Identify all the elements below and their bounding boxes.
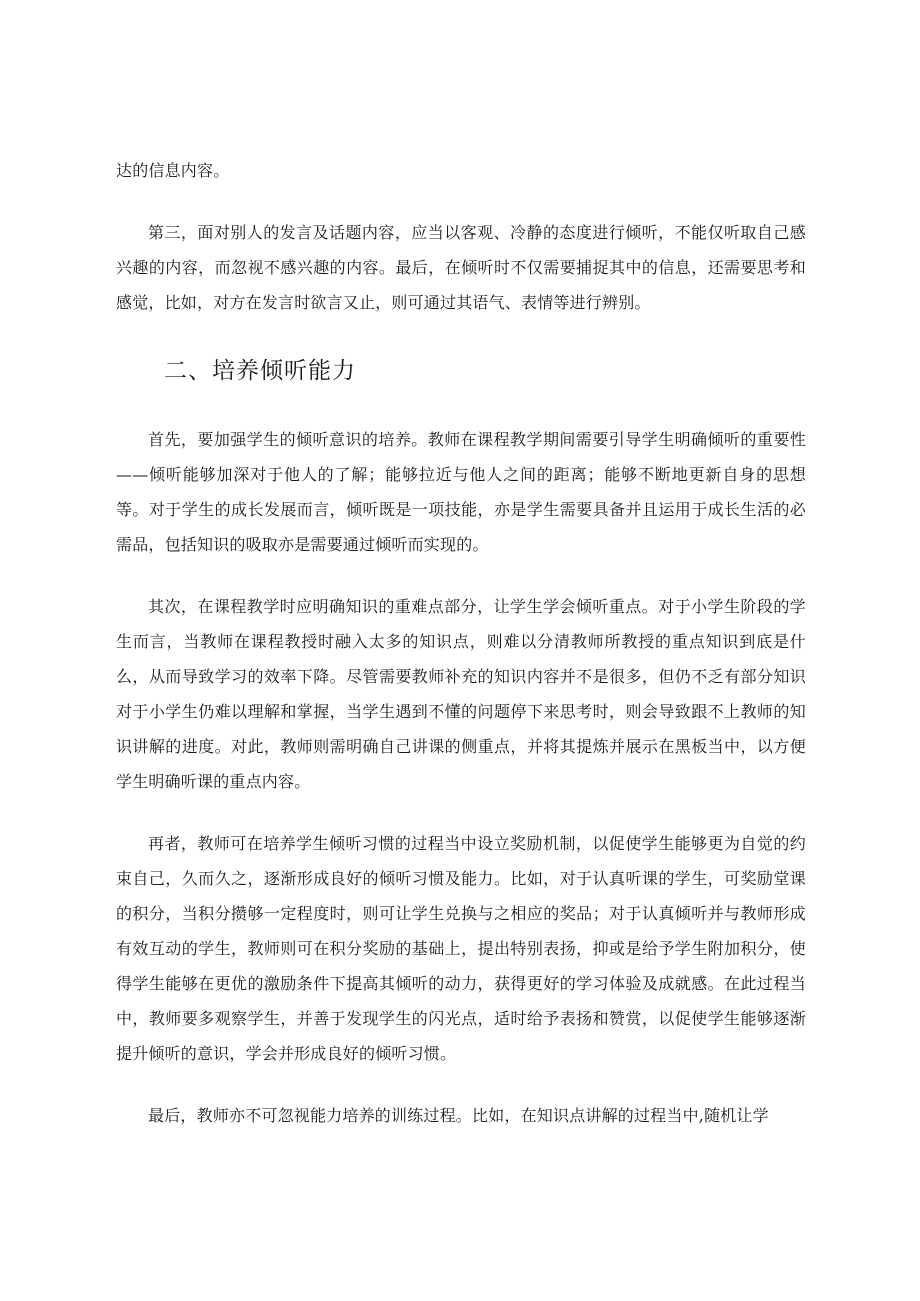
paragraph-third: 再者，教师可在培养学生倾听习惯的过程当中设立奖励机制，以促使学生能够更为自觉的约束自己，久而久之，逐渐形成良好的倾听习惯及能力。比如，对于认真听课的学生，可奖励堂课的积分，当积分攒够一定程度时，则可让学生兑换与之相应的奖品；对于认真倾听并与教师形成有效互动的学生，教师则可在积分奖励的基础上，提出特别表扬，抑或是给予学生附加积分，使得学生能够在更优的激励条件下提高其倾听的动力，获得更好的学习体验及成就感。在此过程当中，教师要多观察学生，并善于发现学生的闪光点，适时给予表扬和赞赏，以促使学生能够逐渐提升倾听的意识，学会并形成良好的倾听习惯。 bbox=[116, 834, 806, 1063]
paragraph-second: 其次，在课程教学时应明确知识的重难点部分，让学生学会倾听重点。对于小学生阶段的学生而言，当教师在课程教授时融入太多的知识点，则难以分清教师所教授的重点知识到底是什么，从而导致学习的效率下降。尽管需要教师补充的知识内容并不是很多，但仍不乏有部分知识对于小学生仍难以理解和掌握，当学生遇到不懂的问题停下来思考时，则会导致跟不上教师的知识讲解的进度。对此，教师则需明确自己讲课的侧重点，并将其提炼并展示在黑板当中，以方便学生明确听课的重点内容。 bbox=[116, 597, 806, 791]
paragraph-continuation: 达的信息内容。 bbox=[116, 161, 230, 180]
paragraph-first: 首先，要加强学生的倾听意识的培养。教师在课程教学期间需要引导学生明确倾听的重要性——倾听能够加深对于他人的了解；能够拉近与他人之间的距离；能够不断地更新自身的思想等。对于学生的成长发展而言，倾听既是一项技能，亦是学生需要具备并且运用于成长生活的必需品，包括知识的吸取亦是需要通过倾听而实现的。 bbox=[116, 430, 806, 554]
section-heading: 二、培养倾听能力 bbox=[164, 358, 356, 384]
document-page bbox=[116, 153, 806, 1160]
paragraph-last: 最后，教师亦不可忽视能力培养的训练过程。比如，在知识点讲解的过程当中,随机让学 bbox=[148, 1106, 769, 1125]
paragraph-third-point: 第三，面对别人的发言及话题内容，应当以客观、冷静的态度进行倾听，不能仅听取自己感兴趣的内容，而忽视不感兴趣的内容。最后，在倾听时不仅需要捕捉其中的信息，还需要思考和感觉，比如，对方在发言时欲言又止，则可通过其语气、表情等进行辨别。 bbox=[116, 223, 806, 312]
